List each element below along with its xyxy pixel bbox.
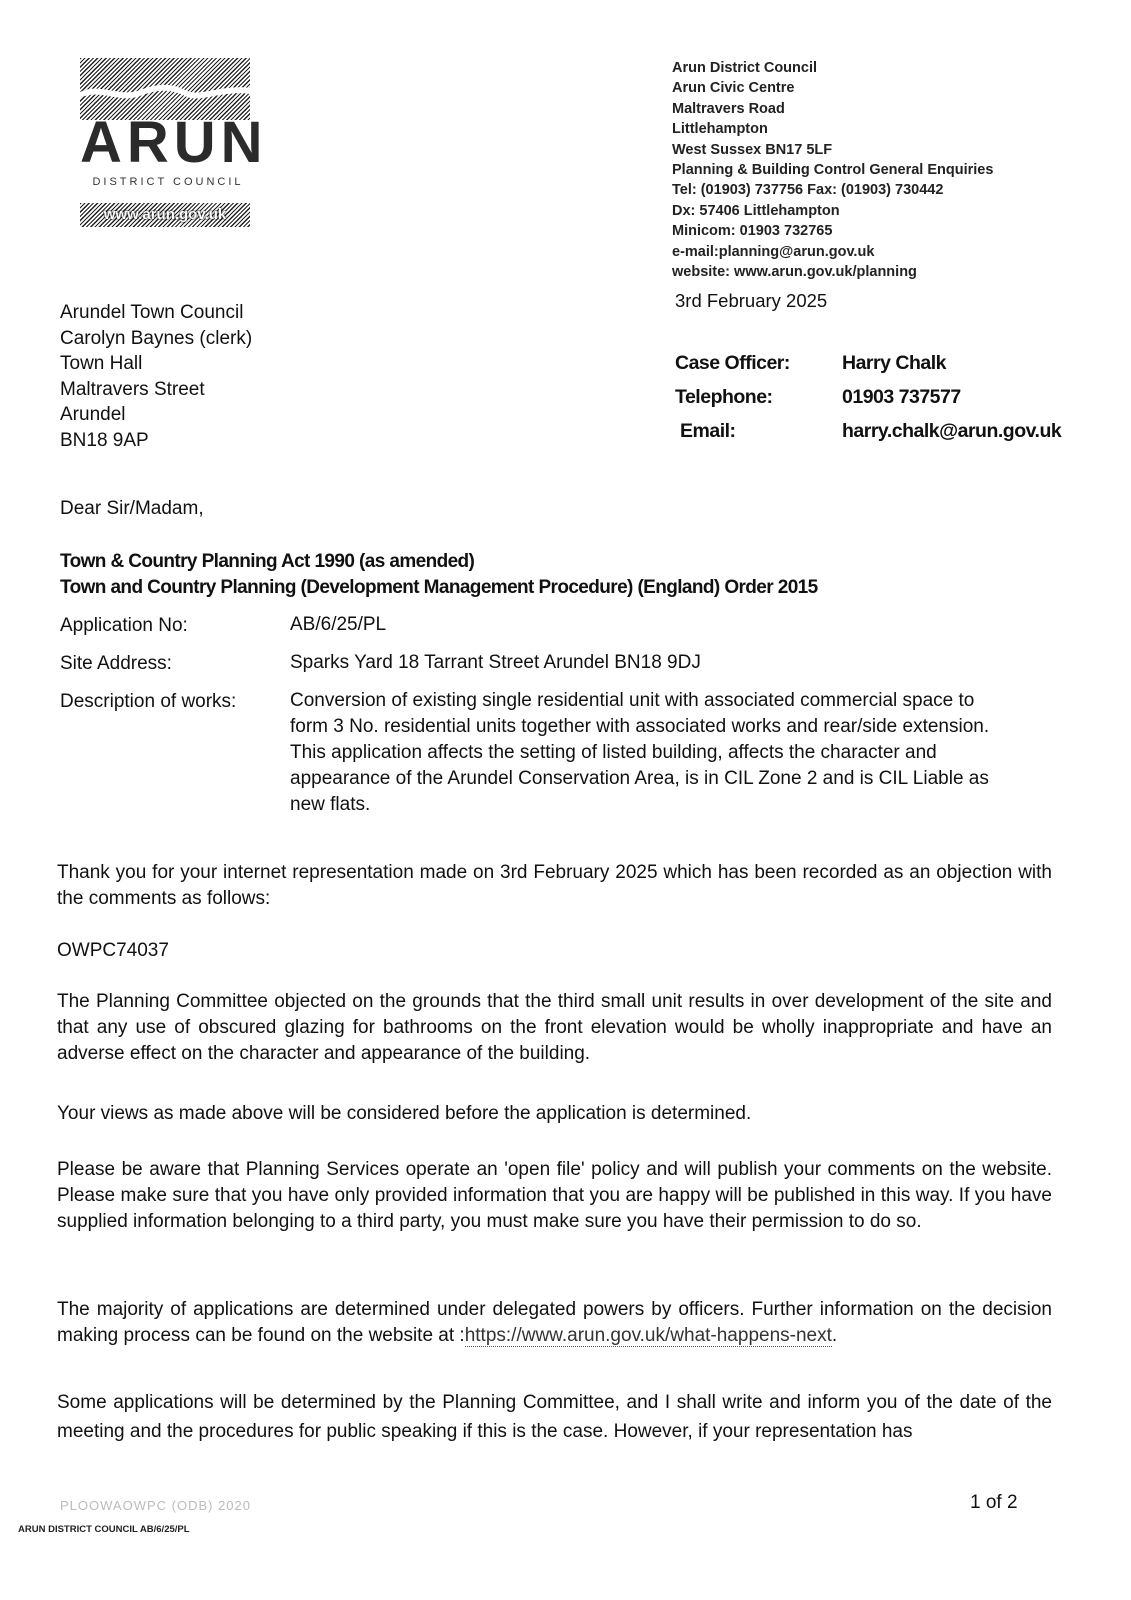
majority-end: . [831,1325,838,1346]
application-no-label: Application No: [60,615,188,636]
logo-wordmark: ARUN [80,110,268,175]
logo-subtitle: DISTRICT COUNCIL [92,176,244,188]
logo-wave-icon [80,78,250,102]
recipient-line: Arundel Town Council [60,302,244,323]
heading-act: Town & Country Planning Act 1990 (as amended) [60,551,475,572]
objection-comment-paragraph: The Planning Committee objected on the grounds that the third small unit results in over development of the site and that any use of obscured glazing for bathrooms on the front elevation would be wholly inappropriate and have an adverse effect on the character and appearance of the building. [57,991,1052,1064]
case-officer-label: Case Officer: [675,352,790,374]
site-address-label: Site Address: [60,653,172,674]
description-line: Conversion of existing single residential unit with associated commercial space to [290,690,975,711]
council-address-line: Minicom: 01903 732765 [672,223,833,240]
telephone-value: 01903 737577 [842,386,961,408]
description-line: form 3 No. residential units together with associated works and rear/side extension. [290,716,990,737]
description-line: appearance of the Arundel Conservation Area, is in CIL Zone 2 and is CIL Liable as [290,768,989,789]
description-line: new flats. [290,794,371,815]
email-label: Email: [680,420,736,442]
footer-reference: ARUN DISTRICT COUNCIL AB/6/25/PL [18,1524,190,1535]
form-code: PLOOWAOWPC (ODB) 2020 [60,1498,251,1513]
open-file-paragraph: Please be aware that Planning Services operate an 'open file' policy and will publish your comments on the website. Please make sure that you have only provided information that you are happy will be published in this way. If you have supplied information belonging to a third party, you must make sure you have their permission to do so. [57,1159,1052,1232]
letter-date: 3rd February 2025 [675,290,828,311]
site-address-value: Sparks Yard 18 Tarrant Street Arundel BN18 9DJ [290,652,701,673]
recipient-line: Arundel [60,404,126,425]
heading-order: Town and Country Planning (Development Management Procedure) (England) Order 2015 [60,577,818,598]
telephone-label: Telephone: [675,386,773,408]
council-address-line: website: www.arun.gov.uk/planning [672,264,917,281]
arun-logo [80,58,268,234]
what-happens-next-link[interactable]: https://www.arun.gov.uk/what-happens-next [464,1325,832,1346]
email-value[interactable]: harry.chalk@arun.gov.uk [842,420,1062,442]
planning-committee-paragraph: Some applications will be determined by the Planning Committee, and I shall write and inform you of the date of the meeting and the procedures for public speaking if this is the case. However, if your representation has [57,1392,1052,1442]
views-paragraph: Your views as made above will be considered before the application is determined. [57,1103,752,1124]
reference-code: OWPC74037 [57,940,169,961]
recipient-line: Maltravers Street [60,378,205,400]
council-address-line: Planning & Building Control General Enquiries [672,162,994,179]
recipient-line: Carolyn Baynes (clerk) [60,327,253,349]
recipient-line: Town Hall [60,353,143,374]
majority-text: The majority of applications are determined under delegated powers by officers. Further information on the decision making process can be found on the website at : [57,1299,1052,1346]
council-address-line: Dx: 57406 Littlehampton [672,202,840,219]
council-address-line: Tel: (01903) 737756 Fax: (01903) 730442 [672,182,944,199]
logo-website-banner [80,203,250,227]
recipient-address [60,300,252,453]
council-address-line: Maltravers Road [672,100,785,117]
case-officer-name: Harry Chalk [842,352,946,374]
council-address-line: e-mail:planning@arun.gov.uk [672,243,875,260]
salutation: Dear Sir/Madam, [60,498,204,519]
majority-paragraph [57,1297,1052,1349]
council-address-line: Arun Civic Centre [672,80,795,97]
recipient-line: BN18 9AP [60,429,149,451]
description-value [290,688,1070,818]
council-address-line: West Sussex BN17 5LF [672,141,833,158]
thank-you-paragraph: Thank you for your internet representation made on 3rd February 2025 which has been recorded as an objection with the comments as follows: [57,862,1052,909]
description-label: Description of works: [60,691,237,712]
application-no-value: AB/6/25/PL [290,614,387,635]
council-address-block [672,58,993,282]
council-address-line: Arun District Council [672,60,818,76]
page-number: 1 of 2 [970,1492,1018,1513]
description-line: This application affects the setting of listed building, affects the character and [290,742,937,763]
logo-website-text: www.arun.gov.uk [103,206,227,223]
council-address-line: Littlehampton [672,121,768,138]
